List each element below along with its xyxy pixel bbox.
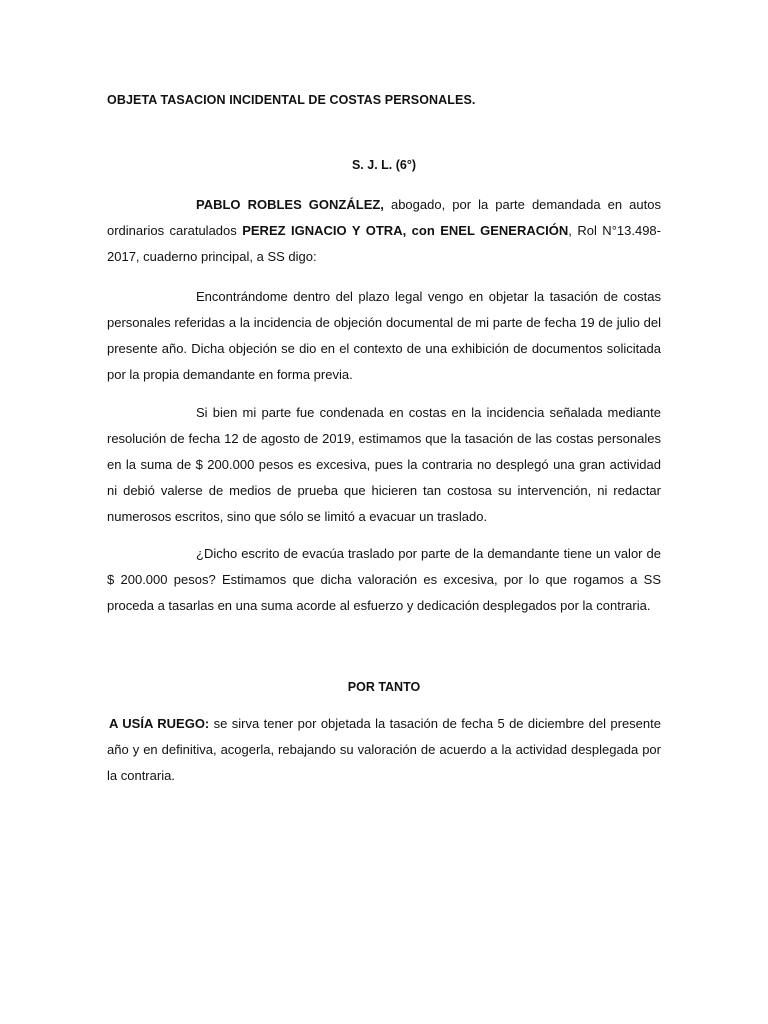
intro-paragraph [107, 192, 661, 270]
document-title: OBJETA TASACION INCIDENTAL DE COSTAS PERSONALES. [107, 93, 476, 107]
por-tanto-heading: POR TANTO [347, 680, 421, 694]
body-paragraph-1: Encontrándome dentro del plazo legal vengo en objetar la tasación de costas personales referidas a la incidencia de objeción documental de mi parte de fecha 19 de julio del presente año. Dicha objeción se dio en el contexto de una exhibición de documentos solicitada por la propia demandante en forma previa. [107, 289, 661, 382]
court-heading: S. J. L. (6°) [351, 158, 417, 172]
petition-paragraph [107, 711, 661, 789]
petition-text: se sirva tener por objetada la tasación de fecha 5 de diciembre del presente año y en definitiva, acogerla, rebajando su valoración de acuerdo a la actividad desplegada por la contraria. [107, 716, 661, 783]
body-paragraph-3: ¿Dicho escrito de evacúa traslado por parte de la demandante tiene un valor de $ 200.000 pesos? Estimamos que dicha valoración es excesiva, por lo que rogamos a SS proceda a tasarlas en una suma acorde al esfuerzo y dedicación desplegados por la contraria. [107, 546, 661, 613]
petition-lead: A USÍA RUEGO: [109, 716, 210, 731]
case-name: PEREZ IGNACIO Y OTRA, con ENEL GENERACIÓN [242, 223, 569, 238]
attorney-name: PABLO ROBLES GONZÁLEZ, [196, 197, 384, 212]
intro-text-2: , Rol N°13.498- 2017, cuaderno principal, a SS digo: [107, 223, 661, 264]
body-paragraph-2: Si bien mi parte fue condenada en costas en la incidencia señalada mediante resolución de fecha 12 de agosto de 2019, estimamos que la tasación de las costas personales en la suma de $ 200.000 pesos es excesiva, pues la contraria no desplegó una gran actividad ni debió valerse de medios de prueba que hicieren tan costosa su intervención, ni redactar numerosos escritos, sino que sólo se limitó a evacuar un traslado. [107, 405, 661, 524]
intro-text-1: abogado, por la parte demandada en autos ordinarios caratulados [107, 197, 661, 238]
